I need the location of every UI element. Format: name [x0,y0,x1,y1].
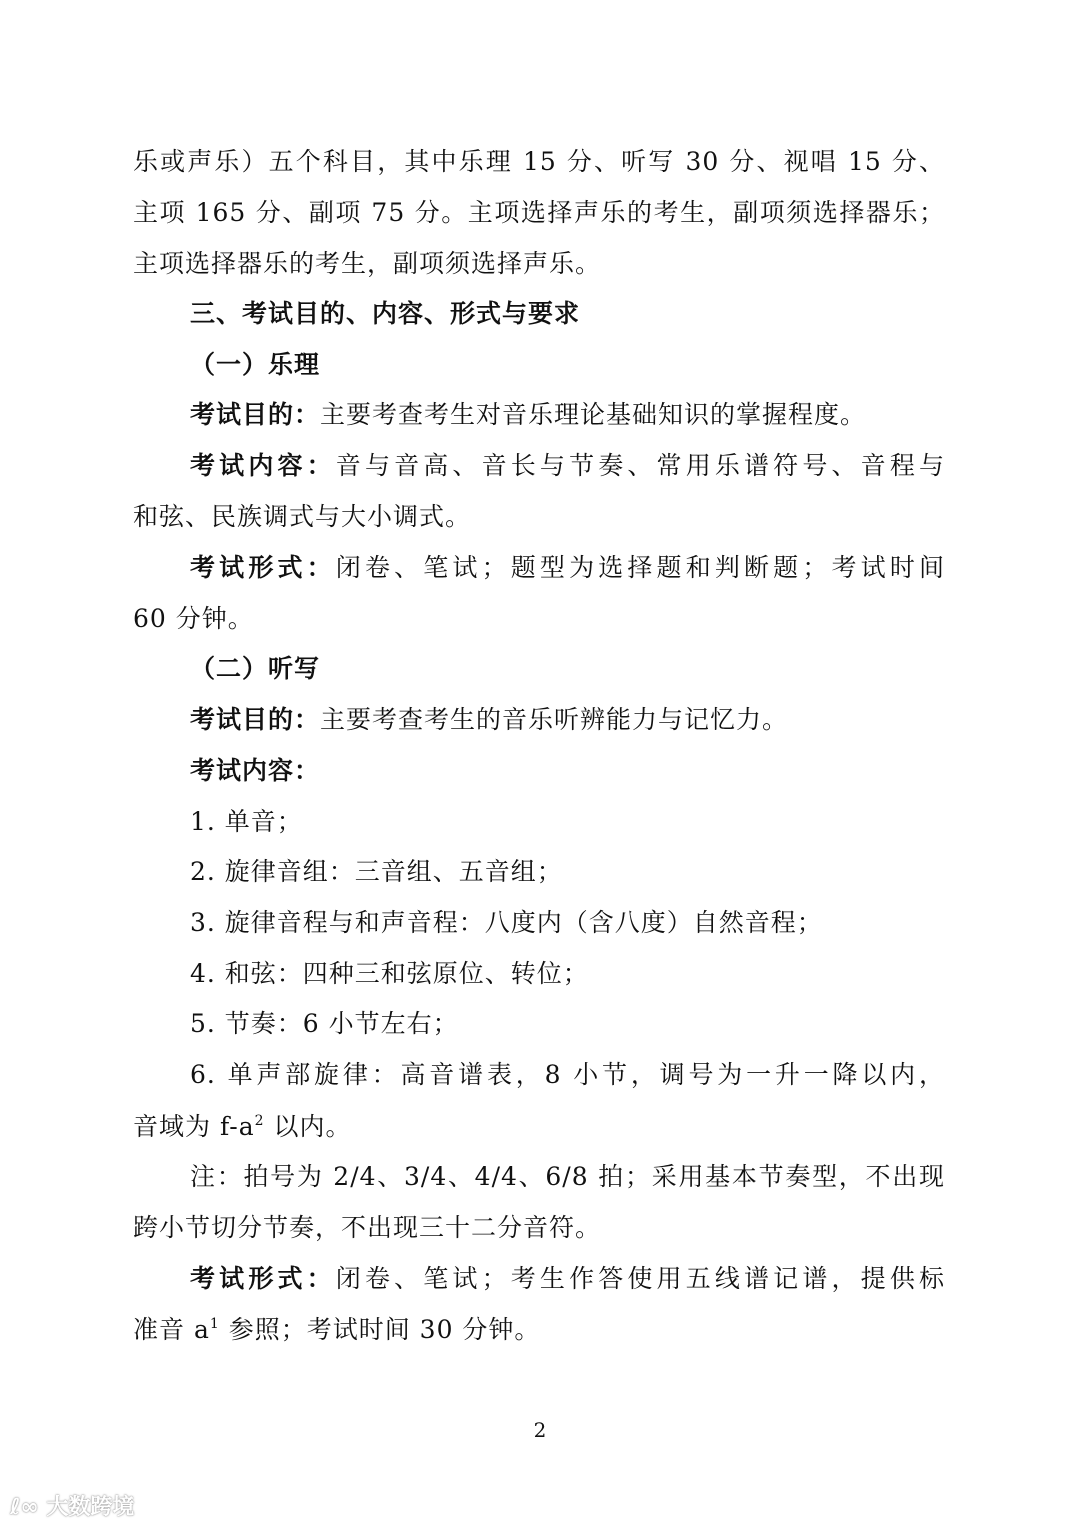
label: 考试目的： [190,400,321,429]
section-heading: 三、考试目的、内容、形式与要求 [190,299,581,328]
text: 闭卷、笔试；题型为选择题和判断题；考试时间 [335,553,945,582]
theory-content [190,448,945,484]
text: 以内。 [264,1112,352,1141]
watermark [10,1490,134,1521]
text: 准音 a [133,1315,210,1344]
list-item: 5. 节奏：6 小节左右； [190,1009,459,1038]
text: 音域为 f-a [133,1112,255,1141]
text: 参照；考试时间 30 分钟。 [219,1315,541,1344]
theory-form [190,550,945,586]
note-cont: 跨小节切分节奏，不出现三十二分音符。 [133,1213,602,1242]
label: 考试目的： [190,705,321,734]
list-item-cont [133,1109,945,1145]
text: 音与音高、音长与节奏、常用乐谱符号、音程与 [335,451,945,480]
label: 考试形式： [190,1264,336,1293]
page-number: 2 [533,1418,547,1442]
dictation-form [190,1261,945,1297]
watermark-text: 大数跨境 [46,1495,135,1520]
list-item: 1. 单音； [190,807,303,836]
theory-form-cont: 60 分钟。 [133,604,254,633]
label: 考试形式： [190,553,336,582]
text: 主要考查考生对音乐理论基础知识的掌握程度。 [320,400,867,429]
list-item: 4. 和弦：四种三和弦原位、转位； [190,959,589,988]
theory-purpose [190,397,945,433]
dictation-form-cont [133,1312,945,1348]
superscript: 1 [209,1316,220,1332]
text: 闭卷、笔试；考生作答使用五线谱记谱，提供标 [335,1264,945,1293]
superscript: 2 [254,1113,265,1129]
intro-line: 主项 165 分、副项 75 分。主项选择声乐的考生，副项须选择器乐； [133,198,945,227]
dictation-content-label: 考试内容： [190,756,321,785]
intro-line: 乐或声乐）五个科目，其中乐理 15 分、听写 30 分、视唱 15 分、 [133,147,945,176]
text: 主要考查考生的音乐听辨能力与记忆力。 [320,705,789,734]
intro-line: 主项选择器乐的考生，副项须选择声乐。 [133,249,602,278]
theory-content-cont: 和弦、民族调式与大小调式。 [133,502,472,531]
list-item: 3. 旋律音程与和声音程：八度内（含八度）自然音程； [190,908,823,937]
list-item: 2. 旋律音组：三音组、五音组； [190,857,563,886]
dictation-purpose [190,702,945,738]
label: 考试内容： [190,451,336,480]
list-item: 6. 单声部旋律：高音谱表，8 小节，调号为一升一降以内， [190,1060,945,1089]
watermark-logo-icon: ℓ∞ [10,1495,47,1520]
note: 注：拍号为 2/4、3/4、4/4、6/8 拍；采用基本节奏型，不出现 [190,1162,945,1191]
subsection-title-music-theory: （一）乐理 [190,350,321,379]
subsection-title-dictation: （二）听写 [190,654,321,683]
